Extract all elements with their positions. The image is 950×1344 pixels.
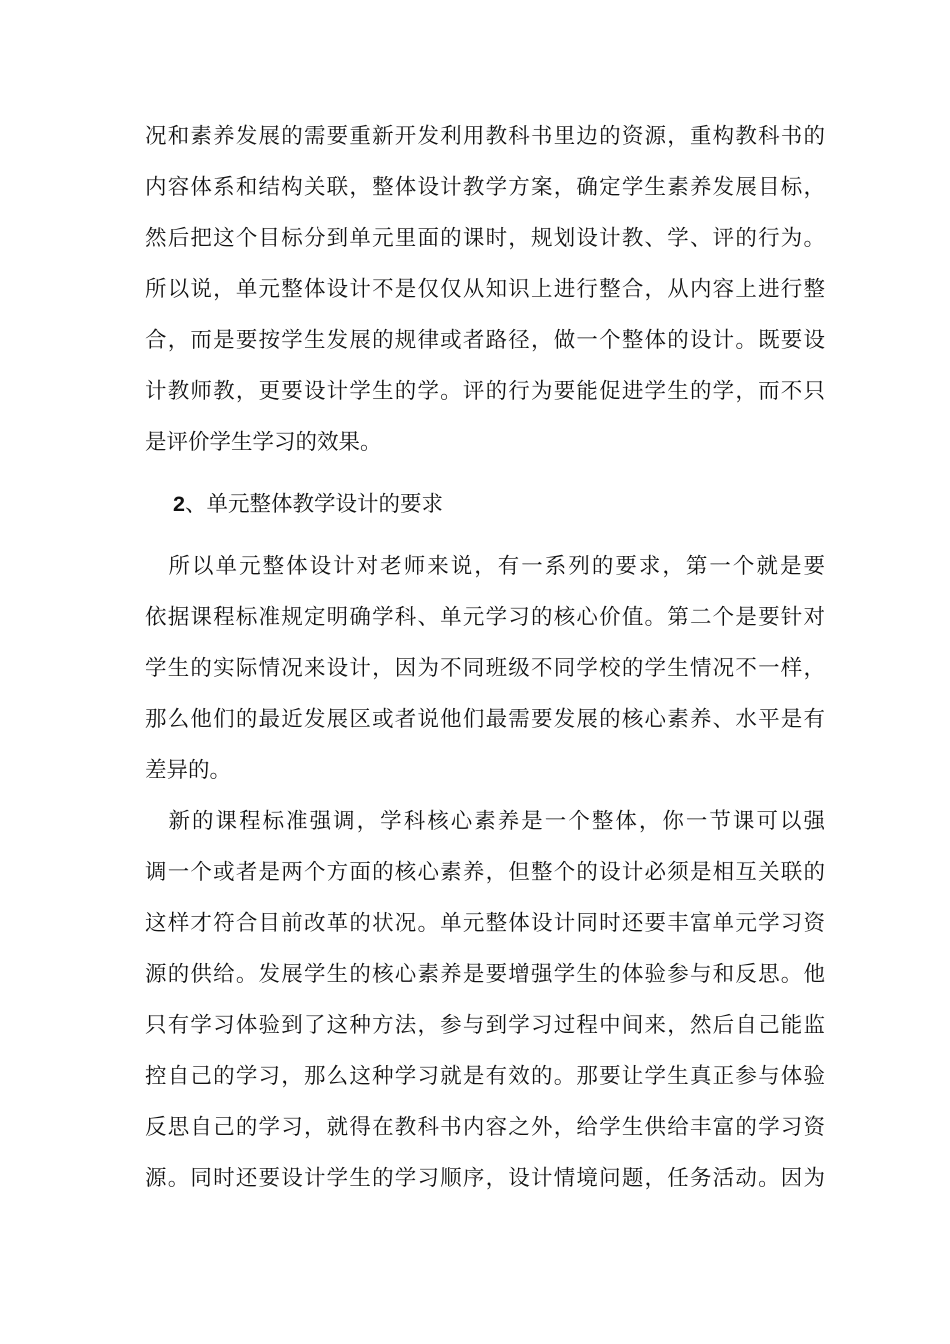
document-body bbox=[145, 111, 825, 1204]
text-line: 合，而是要按学生发展的规律或者路径，做一个整体的设计。既要设 bbox=[145, 328, 825, 353]
text-line: 计教师教，更要设计学生的学。评的行为要能促进学生的学，而不只 bbox=[145, 379, 825, 404]
text-line: 况和素养发展的需要重新开发利用教科书里边的资源，重构教科书的 bbox=[145, 124, 825, 149]
paragraph-1 bbox=[145, 111, 825, 468]
text-line: 差异的。 bbox=[145, 758, 232, 783]
text-line: 控自己的学习，那么这种学习就是有效的。那要让学生真正参与体验 bbox=[145, 1064, 825, 1089]
text-line: 依据课程标准规定明确学科、单元学习的核心价值。第二个是要针对 bbox=[145, 605, 825, 630]
text-line: 是评价学生学习的效果。 bbox=[145, 430, 382, 455]
paragraph-3 bbox=[145, 796, 825, 1204]
text-line: 学生的实际情况来设计，因为不同班级不同学校的学生情况不一样， bbox=[145, 656, 825, 681]
text-line: 所以说，单元整体设计不是仅仅从知识上进行整合，从内容上进行整 bbox=[145, 277, 825, 302]
section-heading bbox=[145, 479, 825, 530]
section-number: 2 bbox=[173, 492, 185, 516]
text-line: 内容体系和结构关联，整体设计教学方案，确定学生素养发展目标， bbox=[145, 175, 825, 200]
text-line: 所以单元整体设计对老师来说，有一系列的要求，第一个就是要 bbox=[145, 554, 825, 579]
text-line: 这样才符合目前改革的状况。单元整体设计同时还要丰富单元学习资 bbox=[145, 911, 825, 936]
text-line: 源。同时还要设计学生的学习顺序，设计情境问题，任务活动。因为 bbox=[145, 1166, 825, 1191]
section-title: 、单元整体教学设计的要求 bbox=[184, 492, 443, 517]
text-line: 只有学习体验到了这种方法，参与到学习过程中间来，然后自己能监 bbox=[145, 1013, 825, 1038]
text-line: 调一个或者是两个方面的核心素养，但整个的设计必须是相互关联的 bbox=[145, 860, 825, 885]
paragraph-2 bbox=[145, 541, 825, 796]
text-line: 源的供给。发展学生的核心素养是要增强学生的体验参与和反思。他 bbox=[145, 962, 825, 987]
text-line: 然后把这个目标分到单元里面的课时，规划设计教、学、评的行为。 bbox=[145, 226, 825, 251]
text-line: 那么他们的最近发展区或者说他们最需要发展的核心素养、水平是有 bbox=[145, 707, 825, 732]
text-line: 新的课程标准强调，学科核心素养是一个整体，你一节课可以强 bbox=[145, 809, 825, 834]
text-line: 反思自己的学习，就得在教科书内容之外，给学生供给丰富的学习资 bbox=[145, 1115, 825, 1140]
